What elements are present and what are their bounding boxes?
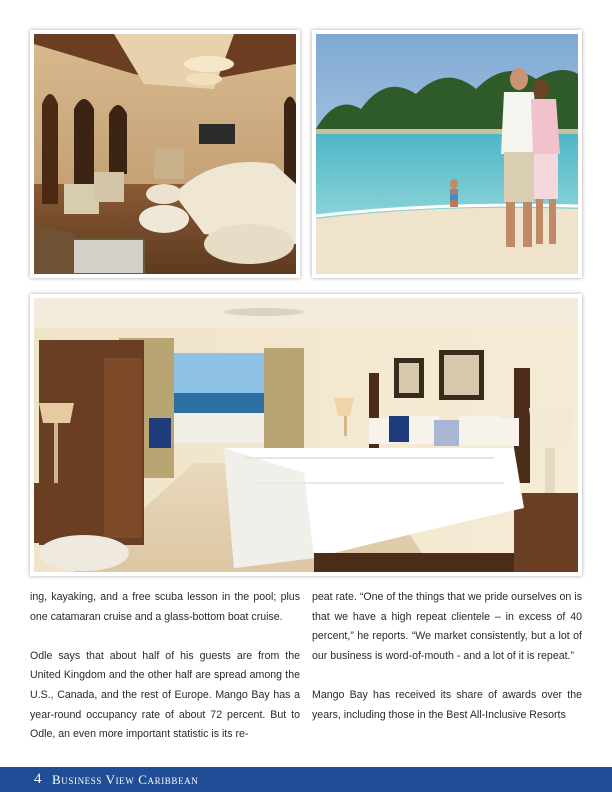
publication-name: Business View Caribbean [52,772,199,787]
article-paragraph: ing, kayaking, and a free scuba lesson in the pool; plus one catamaran cruise and a glass-bottom boat cruise. [30,591,300,623]
page-footer [0,767,612,792]
article-paragraph: Odle says that about half of his guests are from the United Kingdom and the other half are spread among the U.S., Canada, and the rest of Europe. Mango Bay has a year-round occupancy rate of about 72 percent. But to Odle, an even more important statistic is its re- [30,649,300,741]
page-number: 4 [34,771,42,787]
article-paragraph: Mango Bay has received its share of awards over the years, including those in the Best All-Inclusive Resorts [312,688,582,721]
article-column-left [30,588,300,745]
article-paragraph: peat rate. “One of the things that we pride ourselves on is that we have a high repeat clientele – in excess of 40 percent,” he reports. “We market consistently, but a lot of our business is word-of-mouth - and a lot of it is repeat.” [312,591,582,662]
beach-photo [312,30,582,278]
lounge-photo [30,30,300,278]
lounge-image [34,34,296,274]
bedroom-photo [30,294,582,576]
article-column-right [312,588,582,725]
beach-image [316,34,578,274]
bedroom-image [34,298,578,572]
